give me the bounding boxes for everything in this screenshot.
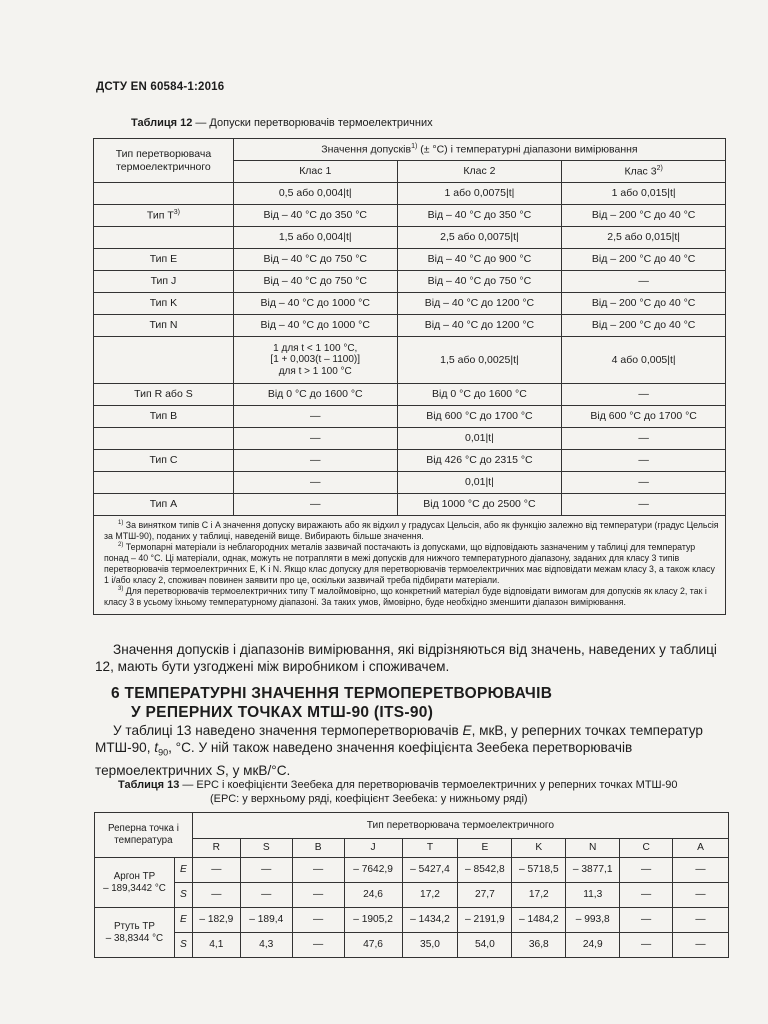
table-cell: 0,01|t| xyxy=(397,472,562,494)
table-cell: Від 0 °C до 1600 °C xyxy=(233,384,397,406)
table12-footnotes xyxy=(94,516,726,615)
table-cell: — xyxy=(240,858,292,883)
type-header: B xyxy=(292,839,344,858)
paragraph-tolerances: Значення допусків і діапазонів вимірювання, які відрізняються від значень, наведених у таблиці 12, мають бути узгоджені між виробником і споживачем. xyxy=(95,642,717,674)
table-cell: Від – 40 °C до 750 °C xyxy=(397,271,562,293)
table12-type-header: Тип перетворювача термоелектричного xyxy=(94,139,234,183)
table-cell: — xyxy=(673,908,729,933)
type-c-label: Тип C xyxy=(94,450,234,472)
table-cell: — xyxy=(673,883,729,908)
type-e-label: Тип E xyxy=(94,249,234,271)
table-cell: 1 або 0,0075|t| xyxy=(397,183,562,205)
table-cell: — xyxy=(233,472,397,494)
table-cell: 35,0 xyxy=(402,933,458,958)
emf-marker: E xyxy=(174,858,192,883)
table-cell: 2,5 або 0,0075|t| xyxy=(397,227,562,249)
table-cell: — xyxy=(292,933,344,958)
table12-caption-label: Таблиця 12 xyxy=(131,117,193,129)
table-row xyxy=(94,183,726,205)
table-cell: — xyxy=(562,428,726,450)
table-row xyxy=(94,406,726,428)
table-cell: — xyxy=(292,908,344,933)
table-row xyxy=(95,883,729,908)
table-cell: — xyxy=(233,428,397,450)
table-cell: – 1434,2 xyxy=(402,908,458,933)
table-cell: — xyxy=(192,858,240,883)
table-cell: 1 або 0,015|t| xyxy=(562,183,726,205)
table-cell: 1 для t < 1 100 °C, [1 + 0,003(t – 1100)] для t > 1 100 °C xyxy=(233,337,397,384)
table-cell: 0,5 або 0,004|t| xyxy=(233,183,397,205)
table-cell: 17,2 xyxy=(512,883,566,908)
table-cell: Від – 40 °C до 750 °C xyxy=(233,271,397,293)
table-cell: Від 600 °C до 1700 °C xyxy=(562,406,726,428)
type-k-label: Тип K xyxy=(94,293,234,315)
table-cell: – 189,4 xyxy=(240,908,292,933)
table-cell: 2,5 або 0,015|t| xyxy=(562,227,726,249)
table13-corner-header: Реперна точка і температура xyxy=(95,813,193,858)
type-t-label: Тип $T^{3)}$ xyxy=(94,205,234,227)
table-row xyxy=(94,428,726,450)
paragraph-table13-intro: У таблиці 13 наведено значення термоперетворювачів E, мкВ, у реперних точках температур МТШ-90, $t_{90}$, °C. У ній також наведено значення коефіцієнта Зеебека перетворювачів термоелектричних S, у мкВ/°C. xyxy=(95,723,703,778)
table-cell: — xyxy=(233,450,397,472)
table-cell: Від – 200 °C до 40 °C xyxy=(562,249,726,271)
class1-header: Клас 1 xyxy=(233,161,397,183)
footnote-1: $^{1)}$ За винятком типів C і A значення допуску виражають або як відхил у градусах Цельсія, або як функцію залежно від температури (градус Цельсія за МТШ-90), поданих у таблиці, наведеній вище. Вибирають більше значення. xyxy=(104,520,719,541)
type-header: T xyxy=(402,839,458,858)
table-row xyxy=(94,271,726,293)
table-cell: Від – 40 °C до 1200 °C xyxy=(397,315,562,337)
table-cell: Від – 40 °C до 350 °C xyxy=(233,205,397,227)
mercury-point-label: Ртуть TP – 38,8344 °C xyxy=(95,908,175,958)
table-cell: — xyxy=(562,271,726,293)
table13-span-header: Тип перетворювача термоелектричного xyxy=(192,813,728,839)
table-row xyxy=(94,384,726,406)
table-row xyxy=(94,494,726,516)
table-cell: — xyxy=(562,450,726,472)
table-cell: Від – 40 °C до 1200 °C xyxy=(397,293,562,315)
table-cell: — xyxy=(233,406,397,428)
table-cell: – 8542,8 xyxy=(458,858,512,883)
type-j-label: Тип J xyxy=(94,271,234,293)
table-cell: Від – 40 °C до 1000 °C xyxy=(233,315,397,337)
table-cell: – 2191,9 xyxy=(458,908,512,933)
table-row xyxy=(95,933,729,958)
table-cell: 4,3 xyxy=(240,933,292,958)
table-cell: – 3877,1 xyxy=(566,858,620,883)
table-cell: – 7642,9 xyxy=(344,858,402,883)
table-cell: — xyxy=(292,883,344,908)
table-cell: — xyxy=(620,933,673,958)
table-cell: — xyxy=(620,883,673,908)
table-row xyxy=(95,908,729,933)
table-cell: — xyxy=(673,933,729,958)
table-cell: 11,3 xyxy=(566,883,620,908)
seebeck-marker: S xyxy=(174,933,192,958)
table12-caption-text: — Допуски перетворювачів термоелектричних xyxy=(192,117,433,129)
type-n-label: Тип N xyxy=(94,315,234,337)
table-cell: — xyxy=(620,908,673,933)
table-cell: — xyxy=(192,883,240,908)
type-header: C xyxy=(620,839,673,858)
table-cell: 24,6 xyxy=(344,883,402,908)
table-row xyxy=(94,249,726,271)
table-cell: 1,5 або 0,0025|t| xyxy=(397,337,562,384)
table-cell: Від – 40 °C до 900 °C xyxy=(397,249,562,271)
table-cell: — xyxy=(233,494,397,516)
type-header: K xyxy=(512,839,566,858)
table-row xyxy=(94,227,726,249)
type-header: R xyxy=(192,839,240,858)
class3-header: Клас 3$^{2)}$ xyxy=(562,161,726,183)
table13-caption: Таблиця 13 — ЕРС і коефіцієнти Зеебека для перетворювачів термоелектричних у реперних точках МТШ-90 (ЕРС: у верхньому ряді, коефіцієнт Зеебека: у нижньому ряді) xyxy=(118,779,678,805)
table-cell: Від – 40 °C до 1000 °C xyxy=(233,293,397,315)
table-row xyxy=(94,205,726,227)
seebeck-marker: S xyxy=(174,883,192,908)
tolerance-table xyxy=(93,138,726,615)
table-cell: Від – 200 °C до 40 °C xyxy=(562,205,726,227)
table-cell: Від – 200 °C до 40 °C xyxy=(562,315,726,337)
table-cell: – 1484,2 xyxy=(512,908,566,933)
footnote-3: $^{3)}$ Для перетворювачів термоелектричних типу T малоймовірно, що конкретний матеріал буде відповідати вимогам для допусків як класу 2, так і класу 3 в усьому їхньому температурному діапазоні. За таких умов, ймовірно, буде необхідно зменшити діапазон вимірювання. xyxy=(104,586,707,608)
table-cell: Від 0 °C до 1600 °C xyxy=(397,384,562,406)
class2-header: Клас 2 xyxy=(397,161,562,183)
table-cell: 36,8 xyxy=(512,933,566,958)
table-row xyxy=(94,337,726,384)
table-cell: 1,5 або 0,004|t| xyxy=(233,227,397,249)
table-cell: 24,9 xyxy=(566,933,620,958)
type-a-label: Тип A xyxy=(94,494,234,516)
table-cell: — xyxy=(562,384,726,406)
table-cell: 47,6 xyxy=(344,933,402,958)
type-header: A xyxy=(673,839,729,858)
table12-caption xyxy=(131,117,433,129)
table-row xyxy=(94,450,726,472)
table-cell: — xyxy=(562,494,726,516)
table-cell: 27,7 xyxy=(458,883,512,908)
type-b-label: Тип B xyxy=(94,406,234,428)
table-cell: Від 426 °C до 2315 °C xyxy=(397,450,562,472)
table-cell: Від – 200 °C до 40 °C xyxy=(562,293,726,315)
table-cell: — xyxy=(292,858,344,883)
table-cell: – 993,8 xyxy=(566,908,620,933)
table12-span-header: Значення допусків$^{1)}$ (± °C) і температурні діапазони вимірювання xyxy=(233,139,725,161)
table-cell: Від 600 °C до 1700 °C xyxy=(397,406,562,428)
table-cell: – 1905,2 xyxy=(344,908,402,933)
table-cell: – 5718,5 xyxy=(512,858,566,883)
document-header: ДСТУ EN 60584-1:2016 xyxy=(96,81,225,93)
table-cell: 54,0 xyxy=(458,933,512,958)
table-cell: — xyxy=(620,858,673,883)
table-row xyxy=(95,858,729,883)
table-cell: — xyxy=(673,858,729,883)
table-cell: — xyxy=(240,883,292,908)
table-cell: – 182,9 xyxy=(192,908,240,933)
table-row xyxy=(94,472,726,494)
type-header: E xyxy=(458,839,512,858)
table-cell: Від – 40 °C до 750 °C xyxy=(233,249,397,271)
table-row xyxy=(94,293,726,315)
table-row xyxy=(94,315,726,337)
table-cell: 4,1 xyxy=(192,933,240,958)
emf-marker: E xyxy=(174,908,192,933)
table-cell: 4 або 0,005|t| xyxy=(562,337,726,384)
table-cell: Від – 40 °C до 350 °C xyxy=(397,205,562,227)
type-header: J xyxy=(344,839,402,858)
type-header: N xyxy=(566,839,620,858)
table-cell: — xyxy=(562,472,726,494)
table-cell: 17,2 xyxy=(402,883,458,908)
table-cell: Від 1000 °C до 2500 °C xyxy=(397,494,562,516)
footnote-2: $^{2)}$ Термопарні матеріали із неблагородних металів зазвичай постачають із допусками, що відповідають зазначеним у таблиці для температур понад – 40 °C. Ці матеріали, однак, можуть не потрапляти в межі допусків для нижчого температурного діапазону, заданих для класу 3 типів перетворювачів термоелектричних E, K і N. Якщо клас допуску для перетворювачів термоелектричних має відповідати межам класу 3, а також класу 1 і/або класу 2, споживач повинен заявити про це, оскільки зазвичай треба підбирати матеріали. xyxy=(104,542,715,585)
argon-point-label: Аргон TP – 189,3442 °C xyxy=(95,858,175,908)
section-6-heading: 6 ТЕМПЕРАТУРНІ ЗНАЧЕННЯ ТЕРМОПЕРЕТВОРЮВАЧІВ У РЕПЕРНИХ ТОЧКАХ МТШ-90 (ITS-90) xyxy=(111,685,553,721)
seebeck-table xyxy=(94,812,729,958)
table-cell: – 5427,4 xyxy=(402,858,458,883)
type-header: S xyxy=(240,839,292,858)
type-rs-label: Тип R або S xyxy=(94,384,234,406)
table-cell: 0,01|t| xyxy=(397,428,562,450)
